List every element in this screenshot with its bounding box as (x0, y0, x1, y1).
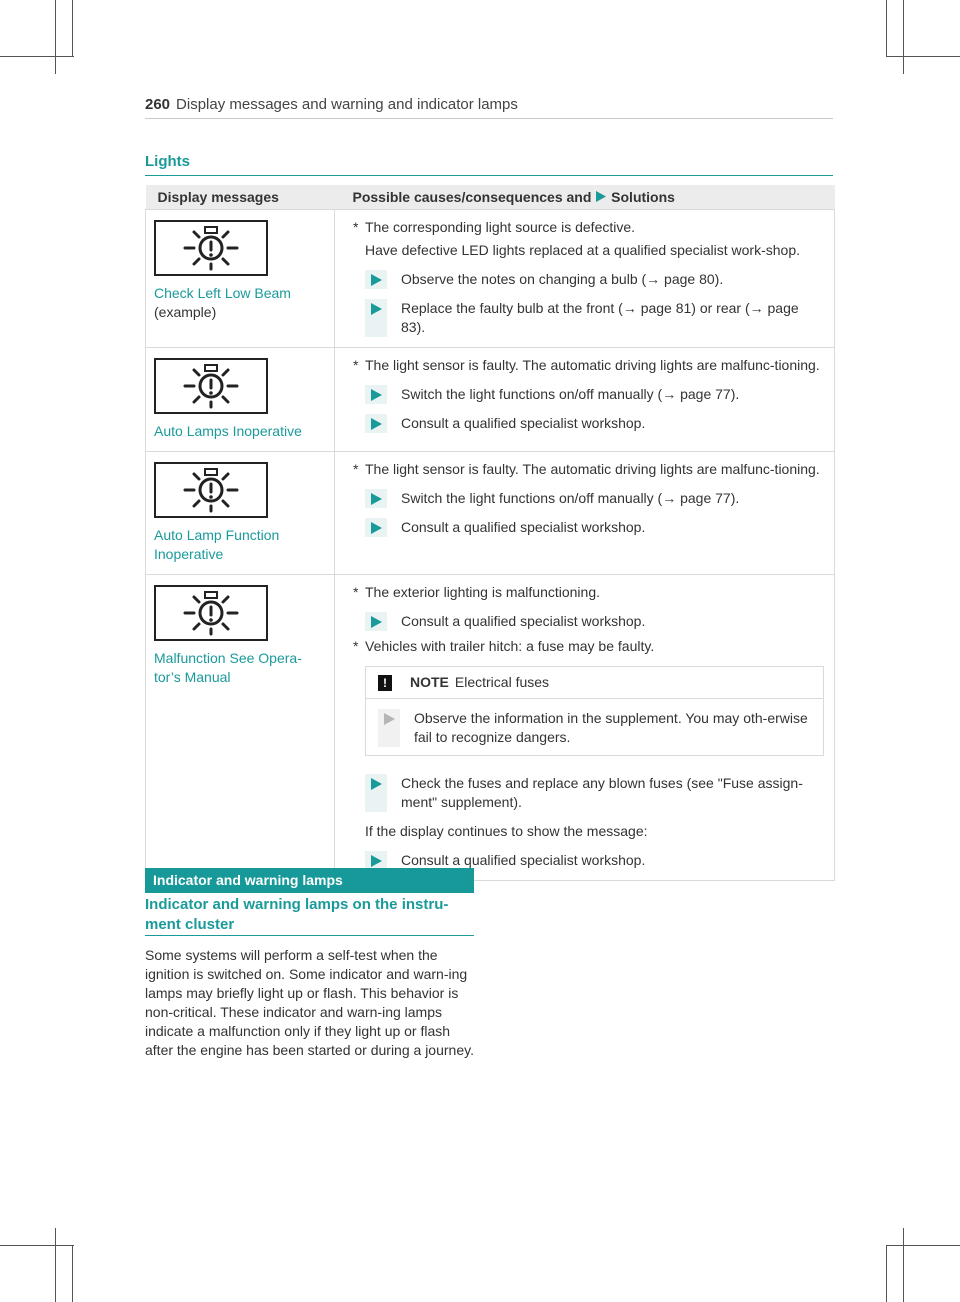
message-cell (146, 575, 335, 881)
step-text: Consult a qualified specialist workshop. (401, 852, 646, 868)
crop-mark (72, 1245, 73, 1302)
exterior-lamp-warning-icon (154, 358, 268, 414)
crop-mark (72, 0, 73, 57)
solutions-cell (335, 210, 835, 348)
message-suffix: (example) (154, 304, 217, 320)
page-title: Display messages and warning and indicator lamps (176, 96, 518, 113)
step-text: Consult a qualified specialist workshop. (401, 519, 646, 535)
step-text: Replace the faulty bulb at the front (→ page 81) or rear (→ page 83). (401, 300, 799, 335)
note-header (366, 667, 823, 699)
step-text: Check the fuses and replace any blown fuses (see "Fuse assign-ment" supplement). (401, 775, 803, 810)
cause-text: The corresponding light source is defective. (365, 219, 636, 235)
display-message: Auto Lamps Inoperative (154, 423, 302, 439)
table-row (146, 575, 835, 881)
warning-exclamation-icon: ! (378, 675, 392, 691)
solution-step (365, 270, 824, 289)
step-arrow-icon (378, 709, 400, 747)
col-header-causes-solutions (335, 185, 835, 210)
note-body (366, 709, 823, 755)
page-header (145, 96, 833, 118)
crop-mark (886, 56, 960, 57)
solution-step (365, 299, 824, 337)
cause-text: Vehicles with trailer hitch: a fuse may be faulty. (365, 638, 655, 654)
display-messages-table (145, 185, 835, 881)
note-subject: Electrical fuses (454, 674, 550, 690)
crop-mark (886, 1245, 960, 1246)
crop-mark (903, 0, 904, 74)
subheading: Indicator and warning lamps on the instru-ment cluster (145, 896, 449, 933)
crop-mark (55, 0, 56, 74)
display-message: Check Left Low Beam (154, 285, 291, 301)
message-cell (146, 210, 335, 348)
step-arrow-icon (365, 385, 387, 404)
display-message: Auto Lamp Function Inoperative (154, 527, 280, 562)
cause-item: * Vehicles with trailer hitch: a fuse may be faulty. (353, 638, 655, 654)
cause-text: The light sensor is faulty. The automatic driving lights are malfunc-tioning. (365, 461, 820, 477)
solution-step (365, 612, 824, 631)
solutions-cell (335, 575, 835, 881)
plain-text: If the display continues to show the message: (365, 823, 648, 839)
cause-text: The exterior lighting is malfunctioning. (365, 584, 601, 600)
exterior-lamp-warning-icon (154, 585, 268, 641)
step-arrow-icon (365, 518, 387, 537)
col-header-causes: Possible causes/consequences and (352, 188, 592, 205)
solutions-cell (335, 452, 835, 575)
step-text: Consult a qualified specialist workshop. (401, 613, 646, 629)
crop-mark (886, 0, 887, 57)
subheading-divider (145, 935, 474, 936)
solution-step (365, 774, 824, 812)
crop-mark (886, 1245, 887, 1302)
crop-mark (0, 56, 74, 57)
solution-step (365, 489, 824, 508)
display-message: Malfunction See Opera-tor’s Manual (154, 650, 302, 685)
solutions-cell (335, 348, 835, 452)
col-header-display-messages: Display messages (146, 185, 335, 210)
crop-mark (0, 1245, 74, 1246)
table-row (146, 348, 835, 452)
cause-detail: Have defective LED lights replaced at a qualified specialist work-shop. (365, 242, 801, 258)
step-text: Observe the information in the supplement. You may oth-erwise fail to recognize dangers. (414, 710, 808, 745)
exterior-lamp-warning-icon (154, 220, 268, 276)
solution-step (365, 518, 824, 537)
step-arrow-icon (365, 414, 387, 433)
note-box (365, 666, 824, 756)
step-arrow-icon (365, 489, 387, 508)
cause-item: * The light sensor is faulty. The automatic driving lights are malfunc-tioning. (353, 461, 820, 477)
table-row (146, 452, 835, 575)
step-text: Consult a qualified specialist workshop. (401, 415, 646, 431)
table-header-row (146, 185, 835, 210)
section-title: Lights (145, 153, 190, 170)
crop-mark (903, 1228, 904, 1302)
band-title: Indicator and warning lamps (153, 872, 343, 888)
table-row (146, 210, 835, 348)
section-band (145, 868, 474, 893)
section-divider (145, 175, 833, 176)
step-arrow-icon (365, 270, 387, 289)
crop-mark (55, 1228, 56, 1302)
step-arrow-icon (365, 299, 387, 337)
cause-item: * The exterior lighting is malfunctioning. (353, 584, 601, 600)
step-text: Switch the light functions on/off manually (→ page 77). (401, 490, 740, 506)
step-text: Observe the notes on changing a bulb (→ page 80). (401, 271, 724, 287)
col-header-solutions: Solutions (611, 188, 675, 205)
body-paragraph: Some systems will perform a self-test when the ignition is switched on. Some indicator and warn-ing lamps may briefly light up or flash. This behavior is non-critical. These indicator and warn-ing lamps indicate a malfunction only if they light up or flash after the engine has been started or during a journey. (145, 947, 474, 1058)
step-arrow-icon (365, 774, 387, 812)
step-text: Switch the light functions on/off manually (→ page 77). (401, 386, 740, 402)
step-arrow-icon (365, 612, 387, 631)
message-cell (146, 452, 335, 575)
header-divider (145, 118, 833, 119)
solution-step (365, 385, 824, 404)
message-cell (146, 348, 335, 452)
solution-step (365, 414, 824, 433)
exterior-lamp-warning-icon (154, 462, 268, 518)
step-arrow-icon (595, 190, 607, 203)
note-title: NOTE (410, 674, 449, 690)
cause-item: * The corresponding light source is defective. (353, 219, 636, 235)
page-number: 260 (145, 96, 171, 113)
cause-text: The light sensor is faulty. The automatic driving lights are malfunc-tioning. (365, 357, 820, 373)
note-step (378, 709, 813, 747)
cause-item: * The light sensor is faulty. The automatic driving lights are malfunc-tioning. (353, 357, 820, 373)
